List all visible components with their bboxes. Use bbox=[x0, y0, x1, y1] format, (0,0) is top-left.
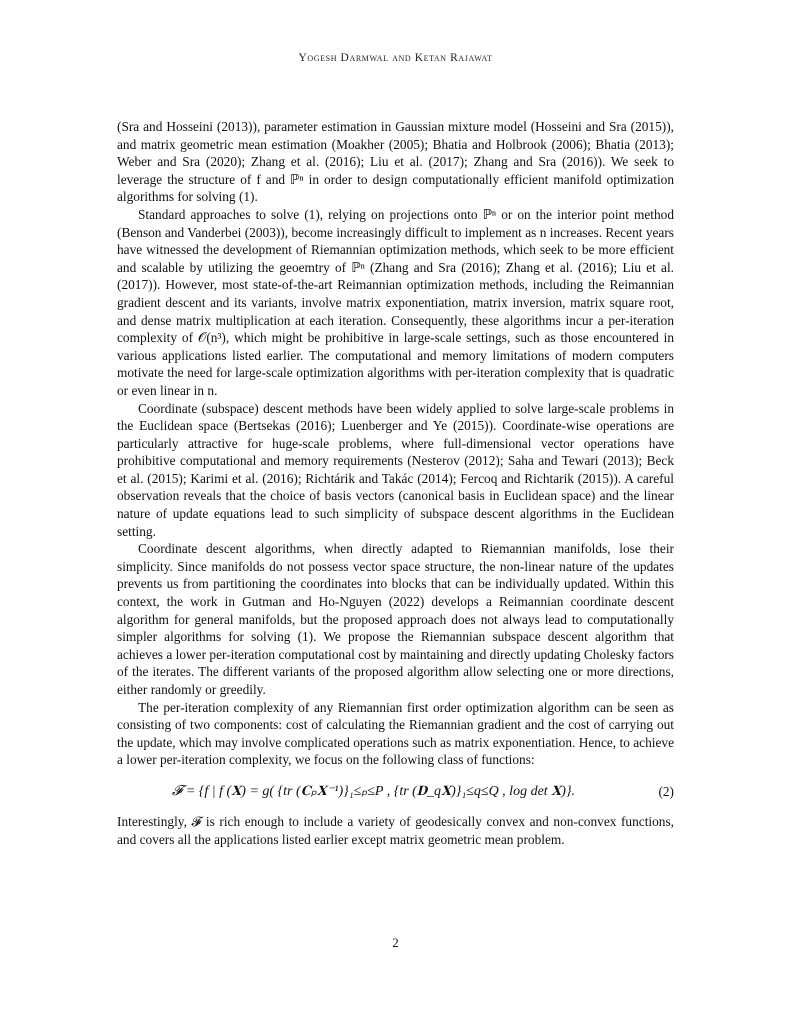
page-number: 2 bbox=[392, 935, 399, 950]
paragraph-coordinate-descent-riemannian: Coordinate descent algorithms, when directly adapted to Riemannian manifolds, lose their simplicity. Since manifolds do not possess vector space structure, the non-linear nature of the updates prevents us from partitioning the coordinates into blocks that can be individually updated. Within this context, the work in Gutman and Ho-Nguyen (2022) develops a Reimannian coordinate descent algorithm for general manifolds, but the proposed approach does not always lead to computationally simpler algorithms for solving (1). We propose the Riemannian subspace descent algorithm that achieves a lower per-iteration computational cost by maintaining and directly updating Cholesky factors of the iterates. The different variants of the proposed algorithm allow selecting one or more directions, either randomly or greedily. bbox=[117, 541, 674, 697]
equation-number: (2) bbox=[658, 783, 674, 799]
equation-body: 𝓕 = {f | f (𝐗) = g( {tr (𝐂ₚ𝐗⁻¹)}₁≤ₚ≤P , {tr (𝐃_q𝐗)}₁≤q≤Q , log det 𝐗)}. bbox=[172, 783, 576, 799]
display-equation bbox=[117, 775, 674, 809]
body-text bbox=[117, 118, 674, 848]
running-head: Yogesh Darmwal and Ketan Rajawat bbox=[298, 52, 493, 64]
paragraph-per-iteration-complexity: The per-iteration complexity of any Riemannian first order optimization algorithm can be seen as consisting of two components: cost of calculating the Riemannian gradient and the cost of carrying out the update, which may involve complicated operations such as matrix exponentiation. Hence, to achieve a lower per-iteration complexity, we focus on the following class of functions: bbox=[117, 699, 674, 768]
paragraph-coordinate-descent-euclidean: Coordinate (subspace) descent methods have been widely applied to solve large-scale problems in the Euclidean space (Bertsekas (2016); Luenberger and Ye (2015)). Coordinate-wise operations are particularly attractive for huge-scale problems, where full-dimensional vector operations have prohibitive computational and memory requirements (Nesterov (2012); Saha and Tewari (2013); Beck et al. (2015); Karimi et al. (2016); Richtárik and Takác (2014); Fercoq and Richtarik (2015)). A careful observation reveals that the choice of basis vectors (canonical basis in Euclidean space) and the linear nature of update equations lead to such simplicity of subspace descent algorithms in the Euclidean setting. bbox=[117, 400, 674, 539]
paragraph-closing: Interestingly, 𝓕 is rich enough to include a variety of geodesically convex and non-convex functions, and covers all the applications listed earlier except matrix geometric mean problem. bbox=[117, 813, 674, 847]
paragraph-continuation: (Sra and Hosseini (2013)), parameter estimation in Gaussian mixture model (Hosseini and Sra (2015)), and matrix geometric mean estimation (Moakher (2005); Bhatia and Holbrook (2006); Bhatia (2013); Weber and Sra (2020); Zhang et al. (2016); Liu et al. (2017); Zhang and Sra (2016)). We seek to leverage the structure of f and ℙⁿ in order to design computationally efficient manifold optimization algorithms for solving (1). bbox=[117, 119, 674, 205]
paragraph-standard-approaches: Standard approaches to solve (1), relying on projections onto ℙⁿ or on the interior point method (Benson and Vanderbei (2003)), become increasingly difficult to implement as n increases. Recent years have witnessed the development of Riemannian optimization methods, which seek to be more efficient and scalable by utilizing the geoemtry of ℙⁿ (Zhang and Sra (2016); Zhang et al. (2016); Liu et al. (2017)). However, most state-of-the-art Reimannian optimization methods, including the Reimannian gradient descent and its variants, involve matrix exponentiation, matrix inversion, matrix square root, and dense matrix multiplication at each iteration. Consequently, these algorithms incur a per-iteration complexity of 𝒪(n³), which might be prohibitive in large-scale settings, such as those encountered in various applications listed earlier. The computational and memory limitations of modern computers motivate the need for large-scale optimization algorithms with per-iteration complexity that is quadratic or even linear in n. bbox=[117, 206, 674, 398]
